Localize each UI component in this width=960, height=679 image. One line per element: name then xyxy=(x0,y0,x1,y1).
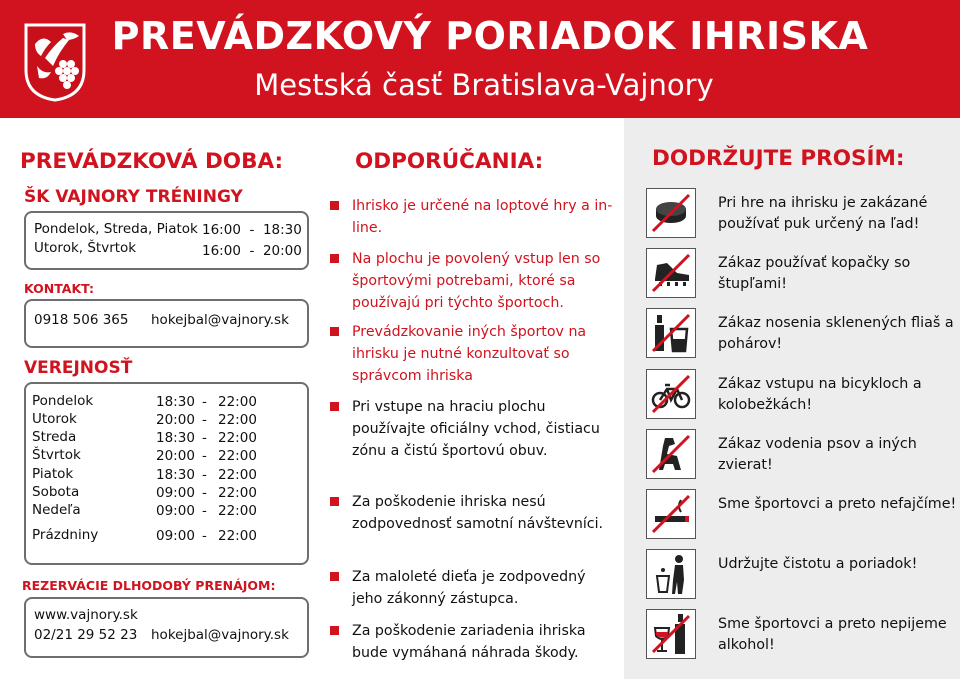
public-time-from: 18:30 xyxy=(156,394,195,410)
reservation-email: hokejbal@vajnory.sk xyxy=(151,627,289,643)
recommendation-text: Pri vstupe na hraciu plochu používajte oficiálny vchod, čistiacu zónu a čistú športovú obuv. xyxy=(352,399,600,459)
public-title: VEREJNOSŤ xyxy=(24,358,133,378)
contact-email: hokejbal@vajnory.sk xyxy=(151,312,289,328)
recommendation-text: Prevádzkovanie iných športov na ihrisku je nutné konzultovať so správcom ihriska xyxy=(352,324,587,384)
no-smoking-icon xyxy=(646,489,696,539)
bullet-square-icon xyxy=(330,327,339,336)
bullet-square-icon xyxy=(330,572,339,581)
recommendation-text: Za poškodenie zariadenia ihriska bude vymáhaná náhrada škody. xyxy=(352,623,586,661)
page-title: PREVÁDZKOVÝ PORIADOK IHRISKA xyxy=(111,14,869,58)
training-time: 16:00 - 18:30 xyxy=(202,222,302,238)
contact-box xyxy=(24,299,309,348)
public-time-from: 20:00 xyxy=(156,412,195,428)
rule-text: Sme športovci a preto nepijeme alkohol! xyxy=(718,616,947,654)
rule-text: Pri hre na ihrisku je zakázané používať puk určený na ľad! xyxy=(718,195,928,232)
public-hours-box xyxy=(24,382,309,565)
recommendation-text: Za poškodenie ihriska nesú zodpovednosť samotní návštevníci. xyxy=(352,494,604,532)
reservation-title: REZERVÁCIE DLHODOBÝ PRENÁJOM: xyxy=(22,578,276,593)
no-dogs-icon xyxy=(646,429,696,479)
opening-hours-heading: PREVÁDZKOVÁ DOBA: xyxy=(20,149,284,174)
public-time-to: 22:00 xyxy=(218,394,257,410)
public-day: Streda xyxy=(32,429,77,445)
public-time-from: 18:30 xyxy=(156,467,195,483)
public-time-to: 22:00 xyxy=(218,448,257,464)
public-day: Štvrtok xyxy=(32,447,81,463)
rule-text: Zákaz vstupu na bicykloch a kolobežkách! xyxy=(718,375,922,413)
time-separator: - xyxy=(202,467,207,483)
bullet-square-icon xyxy=(330,402,339,411)
trainings-title: ŠK VAJNORY TRÉNINGY xyxy=(24,187,243,207)
time-separator: - xyxy=(202,448,207,464)
no-alcohol-icon xyxy=(646,609,696,659)
public-time-to: 22:00 xyxy=(218,528,257,544)
public-time-to: 22:00 xyxy=(218,467,257,483)
no-bicycle-icon xyxy=(646,369,696,419)
public-day: Pondelok xyxy=(32,393,94,409)
training-days: Pondelok, Streda, Piatok xyxy=(34,221,198,237)
contact-phone: 0918 506 365 xyxy=(34,312,129,328)
trash-bin-icon xyxy=(646,549,696,599)
public-time-to: 22:00 xyxy=(218,412,257,428)
public-time-to: 22:00 xyxy=(218,485,257,501)
public-time-from: 09:00 xyxy=(156,503,195,519)
bullet-square-icon xyxy=(330,626,339,635)
training-time: 16:00 - 20:00 xyxy=(202,243,302,259)
bullet-square-icon xyxy=(330,254,339,263)
contact-title: KONTAKT: xyxy=(24,281,94,296)
rule-text: Udržujte čistotu a poriadok! xyxy=(718,556,918,573)
time-separator: - xyxy=(202,430,207,446)
public-day: Nedeľa xyxy=(32,502,81,518)
no-glass-icon xyxy=(646,308,696,358)
header-banner xyxy=(0,0,960,118)
public-time-to: 22:00 xyxy=(218,503,257,519)
training-days: Utorok, Štvrtok xyxy=(34,240,137,256)
bullet-square-icon xyxy=(330,497,339,506)
public-day: Prázdniny xyxy=(32,527,99,543)
trainings-box xyxy=(24,211,309,270)
public-time-to: 22:00 xyxy=(218,430,257,446)
public-time-from: 20:00 xyxy=(156,448,195,464)
page-subtitle: Mestská časť Bratislava-Vajnory xyxy=(254,68,714,102)
public-time-from: 09:00 xyxy=(156,485,195,501)
rule-text: Sme športovci a preto nefajčíme! xyxy=(718,496,957,512)
time-separator: - xyxy=(202,528,207,544)
reservation-web: www.vajnory.sk xyxy=(34,607,138,623)
no-cleats-icon xyxy=(646,248,696,298)
time-separator: - xyxy=(202,412,207,428)
bullet-square-icon xyxy=(330,201,339,210)
recommendations-heading: ODPORÚČANIA: xyxy=(355,149,544,174)
rule-text: Zákaz používať kopačky so štupľami! xyxy=(718,255,911,293)
recommendation-text: Za maloleté dieťa je zodpovedný jeho zákonný zástupca. xyxy=(352,569,586,607)
no-puck-icon xyxy=(646,188,696,238)
public-time-from: 09:00 xyxy=(156,528,195,544)
public-day: Sobota xyxy=(32,484,80,500)
public-day: Utorok xyxy=(32,411,77,427)
public-day: Piatok xyxy=(32,466,74,482)
reservation-phone: 02/21 29 52 23 xyxy=(34,627,138,643)
rule-text: Zákaz vodenia psov a iných zvierat! xyxy=(718,435,917,473)
time-separator: - xyxy=(202,394,207,410)
public-time-from: 18:30 xyxy=(156,430,195,446)
rule-text: Zákaz nosenia sklenených fliaš a pohárov! xyxy=(718,315,954,353)
reservation-box xyxy=(24,597,309,658)
recommendation-text: Na plochu je povolený vstup len so športovými potrebami, ktoré sa používajú pri týchto športoch. xyxy=(352,251,601,311)
time-separator: - xyxy=(202,485,207,501)
recommendation-text: Ihrisko je určené na loptové hry a in-line. xyxy=(352,198,613,236)
time-separator: - xyxy=(202,503,207,519)
rules-heading: DODRŽUJTE PROSÍM: xyxy=(652,146,905,171)
